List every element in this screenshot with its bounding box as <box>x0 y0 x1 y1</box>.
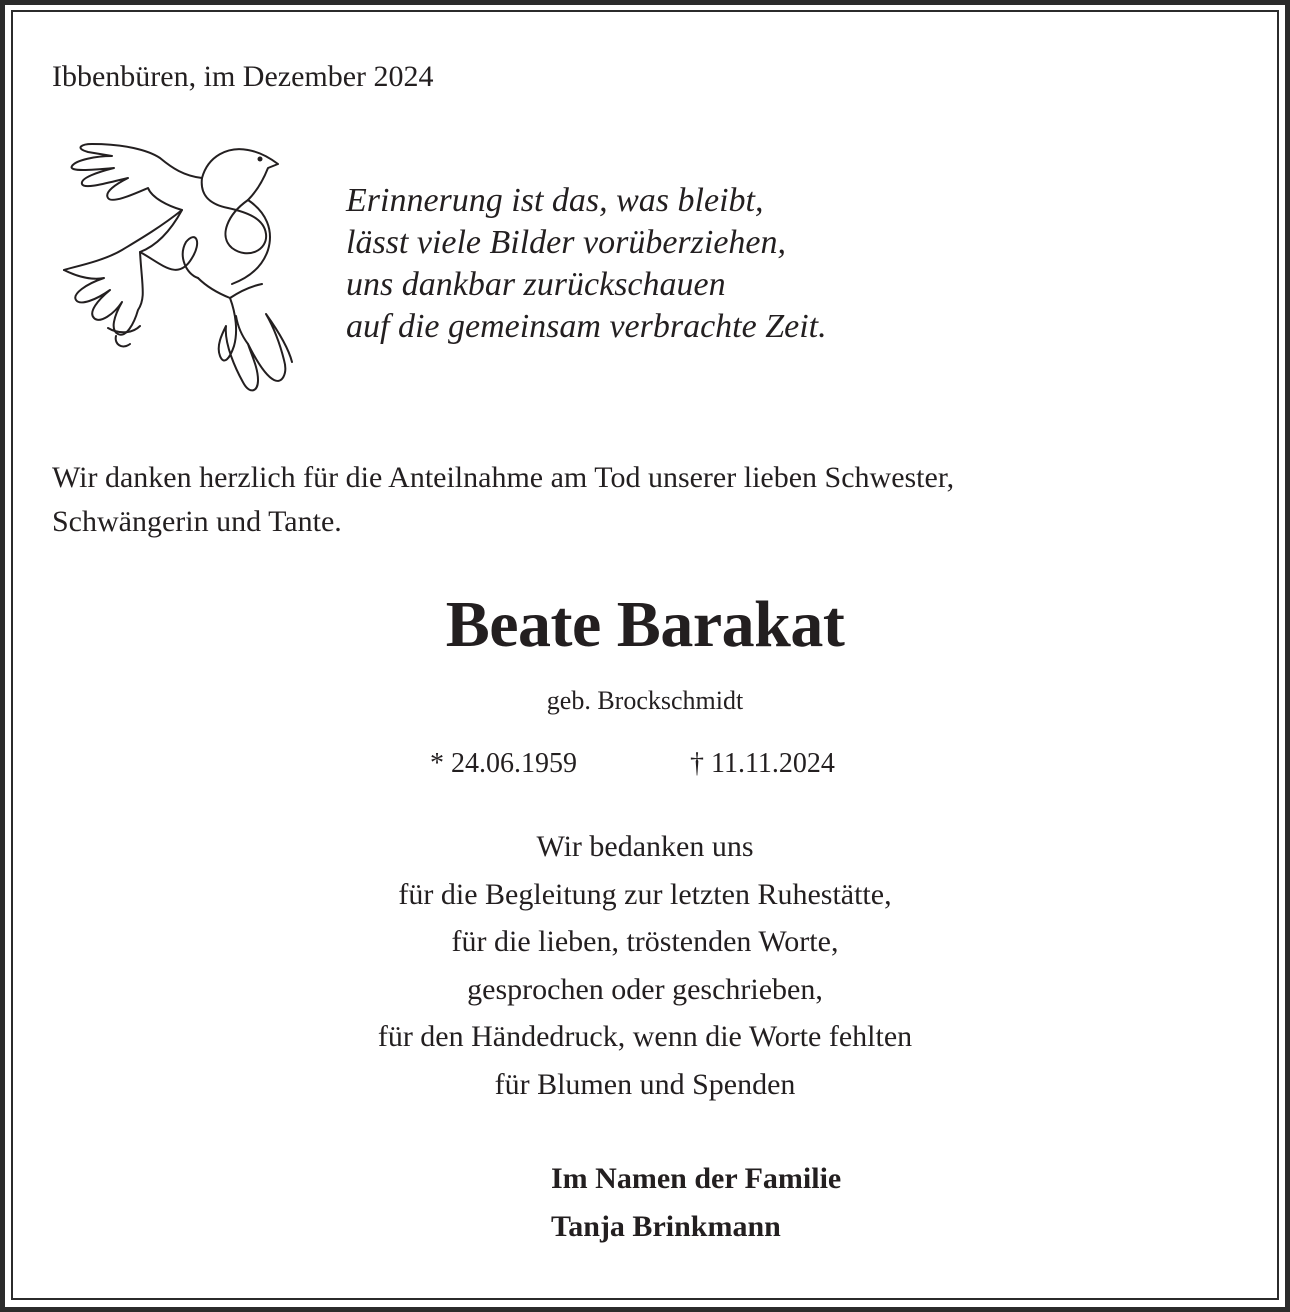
gratitude-line: Wir bedanken uns <box>536 830 754 863</box>
poem-line: uns dankbar zurückschauen <box>346 266 726 303</box>
poem-line: Erinnerung ist das, was bleibt, <box>346 182 764 219</box>
gratitude-line: gesprochen oder geschrieben, <box>467 972 823 1006</box>
signature <box>551 1155 841 1251</box>
poem-line: lässt viele Bilder vorüberziehen, <box>346 224 787 261</box>
thanks-line: Schwängerin und Tante. <box>52 505 342 538</box>
gratitude-line: für Blumen und Spenden <box>494 1067 796 1101</box>
deceased-name: Beate Barakat <box>445 588 845 661</box>
thanks-line: Wir danken herzlich für die Anteilnahme am Tod unserer lieben Schwester, <box>52 461 955 494</box>
birth-date: * 24.06.1959 <box>430 748 577 779</box>
gratitude-line: für den Händedruck, wenn die Worte fehlten <box>377 1020 913 1054</box>
gratitude-line: für die Begleitung zur letzten Ruhestätte, <box>398 877 892 911</box>
thanks-text <box>52 456 954 544</box>
dove-icon <box>52 138 302 396</box>
born-name: geb. Brockschmidt <box>546 686 744 715</box>
gratitude-line: für die lieben, tröstenden Worte, <box>451 925 839 959</box>
signature-line-family: Im Namen der Familie <box>551 1162 842 1195</box>
poem <box>346 180 827 348</box>
signature-line-name: Tanja Brinkmann <box>551 1210 781 1243</box>
gratitude-text <box>0 823 1290 1109</box>
poem-line: auf die gemeinsam verbrachte Zeit. <box>346 308 827 345</box>
death-date: † 11.11.2024 <box>690 748 835 779</box>
place-date: Ibbenbüren, im Dezember 2024 <box>52 60 434 93</box>
